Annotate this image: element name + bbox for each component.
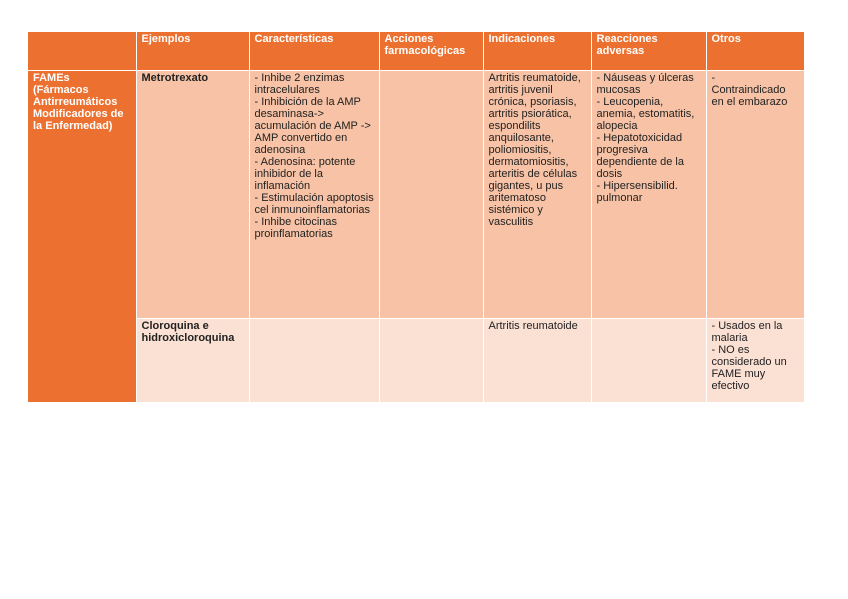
table-row xyxy=(28,319,804,403)
header-cell-ejemplos: Ejemplos xyxy=(136,32,249,71)
caracteristicas-cell: - Inhibe 2 enzimas intracelulares - Inhibición de la AMP desaminasa-> acumulación de AMP -> AMP convertido en adenosina - Adenosina: potente inhibidor de la inflamación - Estimulación apoptosis cel inmunoinflamatorias - Inhibe citocinas proinflamatorias xyxy=(249,71,379,319)
document-page xyxy=(28,32,805,403)
example-cell: Cloroquina e hidroxicloroquina xyxy=(136,319,249,403)
caracteristicas-cell xyxy=(249,319,379,403)
acciones-cell xyxy=(379,319,483,403)
group-label-cell: FAMEs (Fármacos Antirreumáticos Modificadores de la Enfermedad) xyxy=(28,71,136,403)
header-cell-acciones: Acciones farmacológicas xyxy=(379,32,483,71)
indicaciones-cell: Artritis reumatoide xyxy=(483,319,591,403)
header-cell-caracteristicas: Características xyxy=(249,32,379,71)
drug-table xyxy=(28,32,805,403)
header-cell-reacciones: Reacciones adversas xyxy=(591,32,706,71)
otros-cell: - Contraindicado en el embarazo xyxy=(706,71,804,319)
reacciones-cell: - Náuseas y úlceras mucosas - Leucopenia, anemia, estomatitis, alopecia - Hepatotoxicidad progresiva dependiente de la dosis - Hipersensibilid. pulmonar xyxy=(591,71,706,319)
header-cell-indicaciones: Indicaciones xyxy=(483,32,591,71)
reacciones-cell xyxy=(591,319,706,403)
header-cell-otros: Otros xyxy=(706,32,804,71)
table-row xyxy=(28,71,804,319)
acciones-cell xyxy=(379,71,483,319)
example-cell: Metrotrexato xyxy=(136,71,249,319)
header-cell-group xyxy=(28,32,136,71)
otros-cell: - Usados en la malaria - NO es considerado un FAME muy efectivo xyxy=(706,319,804,403)
indicaciones-cell: Artritis reumatoide, artritis juvenil crónica, psoriasis, artritis psiorática, espondilits anquilosante, poliomiositis, dermatomiositis, arteritis de células gigantes, u pus aritematoso sistémico y vasculitis xyxy=(483,71,591,319)
header-row xyxy=(28,32,804,71)
